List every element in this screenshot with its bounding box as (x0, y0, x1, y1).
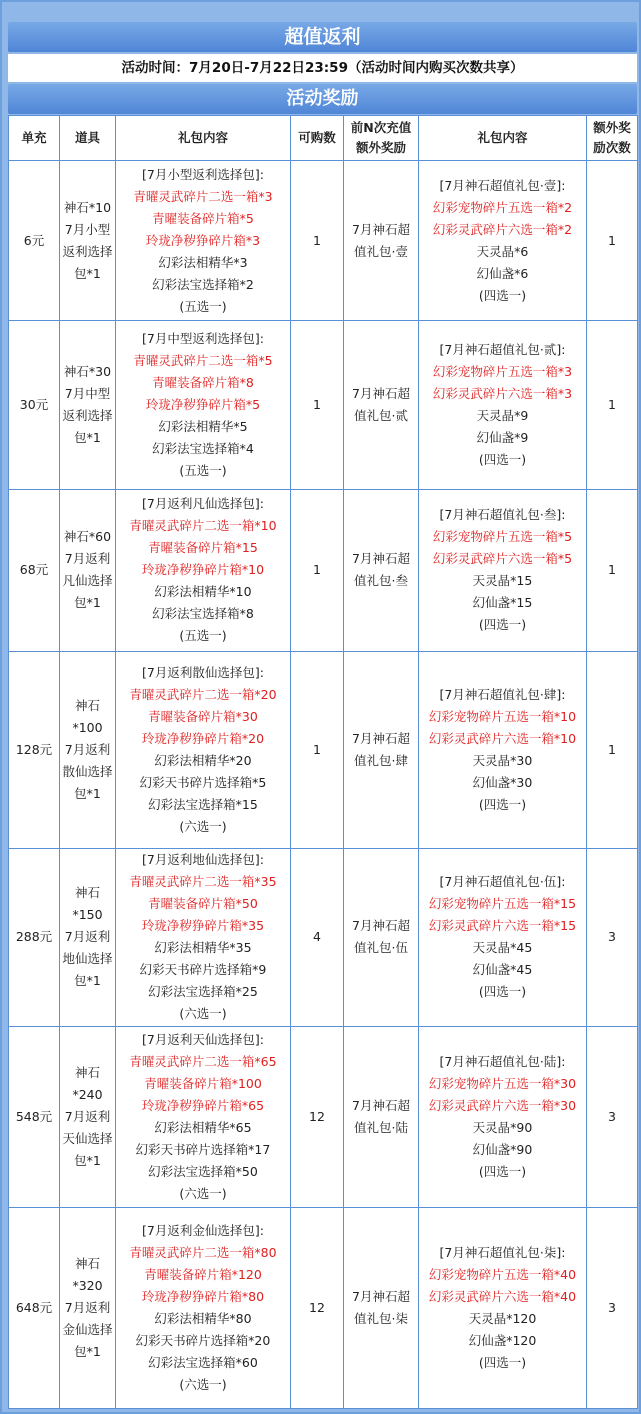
limit-cell: 1 (291, 489, 344, 651)
pack-line: 青曜灵武碎片二选一箱*65 (129, 1054, 277, 1070)
pack2-line: 幻彩宠物碎片五选一箱*10 (428, 708, 577, 724)
item-line: 包*1 (74, 1344, 101, 1360)
price-cell: 6元 (9, 161, 60, 321)
bonus-line: 值礼包·壹 (354, 243, 408, 259)
header-extra (587, 116, 638, 161)
item-line: 包*1 (74, 265, 101, 281)
pack-content-cell (116, 1027, 291, 1208)
rewards-table (8, 115, 638, 1409)
item-cell (60, 652, 116, 848)
bonus-cell (344, 321, 419, 489)
item-line: 神石 (74, 1065, 100, 1081)
pack-line: 幻彩天书碎片选择箱*20 (135, 1333, 271, 1349)
extra-count-cell: 1 (587, 161, 638, 321)
item-line: *150 (72, 907, 103, 923)
pack-line: (五选一) (179, 628, 227, 644)
pack-line: 玲珑净秽狰碎片箱*20 (141, 730, 265, 746)
bonus-line: 7月神石超 (352, 918, 410, 934)
pack-line: 玲珑净秽狰碎片箱*5 (145, 397, 261, 413)
pack2-line: 幻彩灵武碎片六选一箱*10 (428, 730, 577, 746)
pack2-line: 天灵晶*90 (472, 1120, 533, 1136)
pack-line: 幻彩法宝选择箱*8 (152, 606, 254, 622)
table-row (9, 1208, 638, 1409)
pack2-line: 幻彩灵武碎片六选一箱*30 (428, 1098, 577, 1114)
item-line: 包*1 (74, 973, 101, 989)
extra-count-cell: 1 (587, 489, 638, 651)
header-pack-content-2: 礼包内容 (419, 116, 587, 161)
bonus-line: 7月神石超 (352, 551, 410, 567)
pack-content-2-cell (419, 1208, 587, 1409)
pack-line: 玲珑净秽狰碎片箱*35 (141, 918, 265, 934)
pack-line: 幻彩天书碎片选择箱*17 (135, 1142, 271, 1158)
bonus-cell (344, 848, 419, 1026)
pack2-line: (四选一) (478, 1355, 527, 1371)
pack2-line: [7月神石超值礼包·伍]: (439, 874, 566, 890)
pack-line: 幻彩天书碎片选择箱*5 (139, 774, 267, 790)
bonus-line: 7月神石超 (352, 386, 410, 402)
pack-line: 幻彩法相精华*80 (154, 1311, 252, 1327)
pack2-line: (四选一) (478, 617, 527, 633)
pack2-line: 天灵晶*6 (476, 243, 529, 259)
header-extra-line: 额外奖 (593, 120, 631, 135)
item-line: 返利选择 (62, 243, 113, 259)
pack-line: 幻彩法相精华*10 (154, 584, 252, 600)
price-cell: 128元 (9, 652, 60, 848)
limit-cell: 12 (291, 1208, 344, 1409)
item-line: 神石 (74, 697, 100, 713)
extra-count-cell: 3 (587, 1027, 638, 1208)
pack-line: 幻彩天书碎片选择箱*9 (139, 962, 267, 978)
page-title: 超值返利 (8, 22, 637, 52)
pack-content-2-cell (419, 321, 587, 489)
pack-line: 幻彩法相精华*20 (154, 752, 252, 768)
pack-line: (六选一) (179, 1377, 227, 1393)
limit-cell: 12 (291, 1027, 344, 1208)
header-item: 道具 (60, 116, 116, 161)
bonus-line: 值礼包·贰 (354, 408, 408, 424)
pack2-line: 幻彩宠物碎片五选一箱*2 (432, 199, 573, 215)
header-bonus (344, 116, 419, 161)
pack2-line: [7月神石超值礼包·陆]: (439, 1054, 566, 1070)
price-cell: 548元 (9, 1027, 60, 1208)
table-row (9, 1027, 638, 1208)
extra-count-cell: 3 (587, 848, 638, 1026)
limit-cell: 1 (291, 321, 344, 489)
pack-line: 青曜灵武碎片二选一箱*20 (129, 686, 277, 702)
pack-line: (五选一) (179, 463, 227, 479)
pack2-line: [7月神石超值礼包·壹]: (439, 177, 566, 193)
pack-line: (六选一) (179, 1186, 227, 1202)
item-line: 凡仙选择 (62, 573, 113, 589)
extra-count-cell: 1 (587, 321, 638, 489)
pack2-line: 幻仙盏*30 (472, 774, 533, 790)
pack-line: 幻彩法相精华*3 (158, 254, 248, 270)
bonus-line: 7月神石超 (352, 1098, 410, 1114)
table-row (9, 321, 638, 489)
table-row (9, 489, 638, 651)
table-row (9, 848, 638, 1026)
pack2-line: (四选一) (478, 1164, 527, 1180)
pack-content-2-cell (419, 161, 587, 321)
pack-line: [7月返利凡仙选择包]: (142, 496, 264, 512)
pack-line: 青曜灵武碎片二选一箱*35 (129, 874, 277, 890)
price-cell: 30元 (9, 321, 60, 489)
pack2-line: 幻仙盏*90 (472, 1142, 533, 1158)
pack-line: 青曜装备碎片箱*30 (148, 708, 258, 724)
bonus-cell (344, 161, 419, 321)
pack-line: 青曜装备碎片箱*5 (152, 210, 254, 226)
limit-cell: 1 (291, 161, 344, 321)
item-line: 神石*30 (63, 364, 112, 380)
pack2-line: (四选一) (478, 984, 527, 1000)
item-line: 返利选择 (62, 408, 113, 424)
pack-line: 幻彩法宝选择箱*15 (148, 796, 258, 812)
pack-line: [7月返利地仙选择包]: (142, 852, 264, 868)
table-row (9, 161, 638, 321)
item-line: 包*1 (74, 595, 101, 611)
pack-line: 玲珑净秽狰碎片箱*3 (145, 232, 261, 248)
header-bonus-line: 额外奖励 (355, 140, 406, 155)
pack-line: (五选一) (179, 298, 227, 314)
pack-line: 青曜装备碎片箱*15 (148, 540, 258, 556)
pack2-line: 幻彩灵武碎片六选一箱*40 (428, 1289, 577, 1305)
pack2-line: (四选一) (478, 452, 527, 468)
pack-line: 玲珑净秽狰碎片箱*80 (141, 1289, 265, 1305)
pack-line: 青曜灵武碎片二选一箱*10 (129, 518, 277, 534)
limit-cell: 4 (291, 848, 344, 1026)
pack2-line: 幻彩灵武碎片六选一箱*3 (432, 386, 573, 402)
pack-line: 幻彩法相精华*65 (154, 1120, 252, 1136)
item-cell (60, 489, 116, 651)
pack-line: 青曜灵武碎片二选一箱*80 (129, 1245, 277, 1261)
pack2-line: 幻彩宠物碎片五选一箱*30 (428, 1076, 577, 1092)
pack2-line: 幻彩宠物碎片五选一箱*40 (428, 1267, 577, 1283)
item-line: 7月返利 (64, 1109, 111, 1125)
table-row (9, 652, 638, 848)
pack-content-cell (116, 1208, 291, 1409)
pack2-line: 幻彩灵武碎片六选一箱*2 (432, 221, 573, 237)
pack-line: 青曜装备碎片箱*50 (148, 896, 258, 912)
pack2-line: 幻彩灵武碎片六选一箱*5 (432, 551, 573, 567)
pack2-line: (四选一) (478, 287, 527, 303)
pack-line: 玲珑净秽狰碎片箱*10 (141, 562, 265, 578)
bonus-line: 值礼包·陆 (354, 1120, 408, 1136)
header-bonus-line: 前N次充值 (350, 120, 412, 135)
bonus-cell (344, 1027, 419, 1208)
item-line: 7月小型 (64, 221, 111, 237)
pack2-line: [7月神石超值礼包·肆]: (439, 686, 566, 702)
pack-line: 青曜装备碎片箱*8 (152, 375, 254, 391)
pack2-line: 幻彩宠物碎片五选一箱*3 (432, 364, 573, 380)
item-line: 7月返利 (64, 1300, 111, 1316)
bonus-cell (344, 489, 419, 651)
bonus-cell (344, 1208, 419, 1409)
item-line: 包*1 (74, 430, 101, 446)
pack-line: [7月返利天仙选择包]: (142, 1032, 264, 1048)
pack-line: (六选一) (179, 818, 227, 834)
pack-line: (六选一) (179, 1006, 227, 1022)
pack-content-cell (116, 489, 291, 651)
item-line: 7月返利 (64, 741, 111, 757)
item-line: *100 (72, 719, 103, 735)
item-line: 神石 (74, 885, 100, 901)
header-extra-line: 励次数 (593, 140, 631, 155)
limit-cell: 1 (291, 652, 344, 848)
bonus-line: 值礼包·肆 (354, 752, 408, 768)
pack-line: 幻彩法宝选择箱*4 (152, 441, 254, 457)
pack2-line: 幻仙盏*45 (472, 962, 533, 978)
pack2-line: 幻仙盏*6 (476, 265, 529, 281)
item-line: 散仙选择 (62, 763, 113, 779)
pack-line: 青曜灵武碎片二选一箱*3 (133, 188, 273, 204)
bonus-line: 值礼包·柒 (354, 1311, 408, 1327)
pack-line: [7月返利金仙选择包]: (142, 1223, 264, 1239)
pack-line: 幻彩法宝选择箱*2 (152, 276, 254, 292)
extra-count-cell: 1 (587, 652, 638, 848)
item-line: 包*1 (74, 785, 101, 801)
price-cell: 648元 (9, 1208, 60, 1409)
activity-time: 活动时间：7月20日-7月22日23:59（活动时间内购买次数共享） (8, 54, 637, 82)
pack-content-cell (116, 161, 291, 321)
pack-content-cell (116, 652, 291, 848)
item-line: 地仙选择 (62, 951, 113, 967)
item-line: *320 (72, 1278, 103, 1294)
pack2-line: 天灵晶*120 (468, 1311, 537, 1327)
header-row (9, 116, 638, 161)
pack2-line: [7月神石超值礼包·贰]: (439, 342, 566, 358)
pack2-line: 天灵晶*9 (476, 408, 529, 424)
item-line: 神石 (74, 1256, 100, 1272)
pack-line: [7月中型返利选择包]: (142, 331, 264, 347)
pack-line: 幻彩法宝选择箱*25 (148, 984, 258, 1000)
header-pack-content: 礼包内容 (116, 116, 291, 161)
item-line: 包*1 (74, 1153, 101, 1169)
pack2-line: [7月神石超值礼包·叁]: (439, 507, 566, 523)
pack-line: 青曜装备碎片箱*120 (144, 1267, 262, 1283)
pack-line: [7月返利散仙选择包]: (142, 664, 264, 680)
pack2-line: 幻仙盏*9 (476, 430, 529, 446)
item-cell (60, 161, 116, 321)
pack-content-2-cell (419, 848, 587, 1026)
pack-content-cell (116, 321, 291, 489)
item-cell (60, 321, 116, 489)
item-line: 天仙选择 (62, 1131, 113, 1147)
pack-line: [7月小型返利选择包]: (142, 166, 264, 182)
pack-line: 幻彩法宝选择箱*50 (148, 1164, 258, 1180)
pack2-line: 幻彩灵武碎片六选一箱*15 (428, 918, 577, 934)
pack-content-2-cell (419, 1027, 587, 1208)
pack-line: 幻彩法相精华*5 (158, 419, 248, 435)
pack2-line: 幻彩宠物碎片五选一箱*5 (432, 529, 573, 545)
header-limit: 可购数 (291, 116, 344, 161)
pack-content-2-cell (419, 652, 587, 848)
extra-count-cell: 3 (587, 1208, 638, 1409)
section-title: 活动奖励 (8, 84, 637, 114)
item-line: 金仙选择 (62, 1322, 113, 1338)
item-line: 神石*60 (63, 529, 112, 545)
pack-line: 玲珑净秽狰碎片箱*65 (141, 1098, 265, 1114)
pack-content-cell (116, 848, 291, 1026)
bonus-line: 7月神石超 (352, 1289, 410, 1305)
pack2-line: 天灵晶*30 (472, 752, 533, 768)
item-line: 神石*10 (63, 199, 112, 215)
item-cell (60, 1027, 116, 1208)
pack-line: 幻彩法宝选择箱*60 (148, 1355, 258, 1371)
pack2-line: 幻彩宠物碎片五选一箱*15 (428, 896, 577, 912)
item-line: 7月中型 (64, 386, 111, 402)
price-cell: 68元 (9, 489, 60, 651)
bonus-line: 7月神石超 (352, 221, 410, 237)
item-cell (60, 848, 116, 1026)
pack2-line: 幻仙盏*15 (472, 595, 533, 611)
item-line: *240 (72, 1087, 103, 1103)
pack2-line: [7月神石超值礼包·柒]: (439, 1245, 566, 1261)
item-line: 7月返利 (64, 929, 111, 945)
item-line: 7月返利 (64, 551, 111, 567)
pack2-line: (四选一) (478, 796, 527, 812)
bonus-line: 值礼包·伍 (354, 940, 408, 956)
pack-line: 幻彩法相精华*35 (154, 940, 252, 956)
header-price: 单充 (9, 116, 60, 161)
pack-line: 青曜装备碎片箱*100 (144, 1076, 262, 1092)
pack2-line: 天灵晶*45 (472, 940, 533, 956)
bonus-line: 7月神石超 (352, 730, 410, 746)
pack2-line: 天灵晶*15 (472, 573, 533, 589)
pack2-line: 幻仙盏*120 (468, 1333, 537, 1349)
pack-line: 青曜灵武碎片二选一箱*5 (133, 353, 273, 369)
item-cell (60, 1208, 116, 1409)
pack-content-2-cell (419, 489, 587, 651)
bonus-cell (344, 652, 419, 848)
bonus-line: 值礼包·叁 (354, 573, 408, 589)
price-cell: 288元 (9, 848, 60, 1026)
